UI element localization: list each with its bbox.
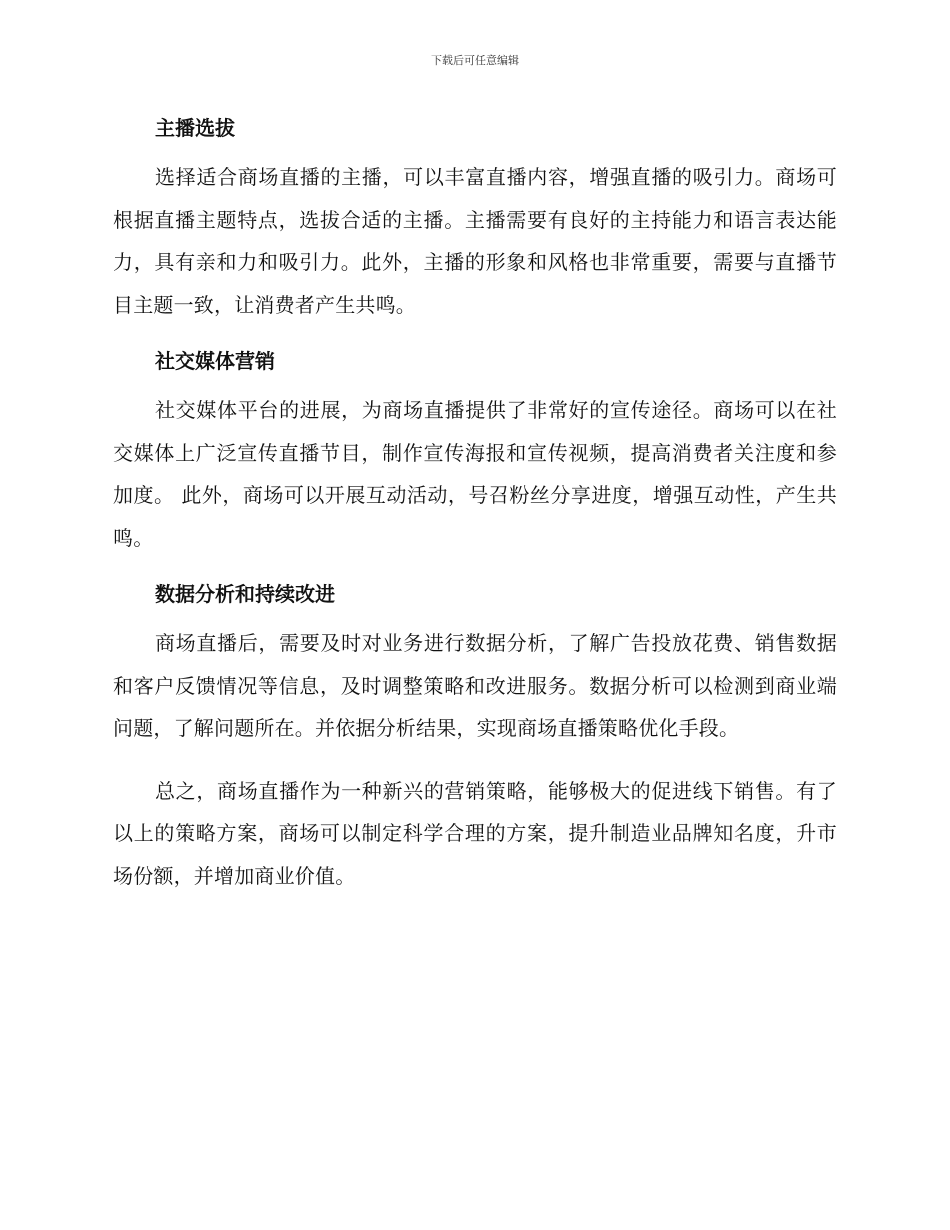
section-paragraph: 社交媒体平台的进展，为商场直播提供了非常好的宣传途径。商场可以在社交媒体上广泛宣传直播节目，制作宣传海报和宣传视频，提高消费者关注度和参加度。 此外，商场可以开展互动活动，号召粉丝分享进度，增强互动性，产生共鸣。 (113, 398, 837, 550)
section-data-analysis (113, 574, 837, 750)
conclusion-paragraph: 总之，商场直播作为一种新兴的营销策略，能够极大的促进线下销售。有了以上的策略方案，商场可以制定科学合理的方案，提升制造业品牌知名度，升市场份额，并增加商业价值。 (113, 778, 837, 888)
section-paragraph: 商场直播后，需要及时对业务进行数据分析，了解广告投放花费、销售数据和客户反馈情况等信息，及时调整策略和改进服务。数据分析可以检测到商业端问题，了解问题所在。并依据分析结果，实现商场直播策略优化手段。 (113, 631, 837, 740)
section-title: 主播选拔 (155, 116, 235, 140)
document-body (113, 108, 837, 912)
page-header-note: 下载后可任意编辑 (431, 54, 519, 67)
section-paragraph: 选择适合商场直播的主播，可以丰富直播内容，增强直播的吸引力。商场可根据直播主题特点，选拔合适的主播。主播需要有良好的主持能力和语言表达能力，具有亲和力和吸引力。此外，主播的形象和风格也非常重要，需要与直播节目主题一致，让消费者产生共鸣。 (113, 165, 837, 317)
section-title: 社交媒体营销 (155, 349, 275, 373)
section-title: 数据分析和持续改进 (155, 582, 335, 606)
section-anchor-selection (113, 108, 837, 326)
section-social-media (113, 341, 837, 559)
